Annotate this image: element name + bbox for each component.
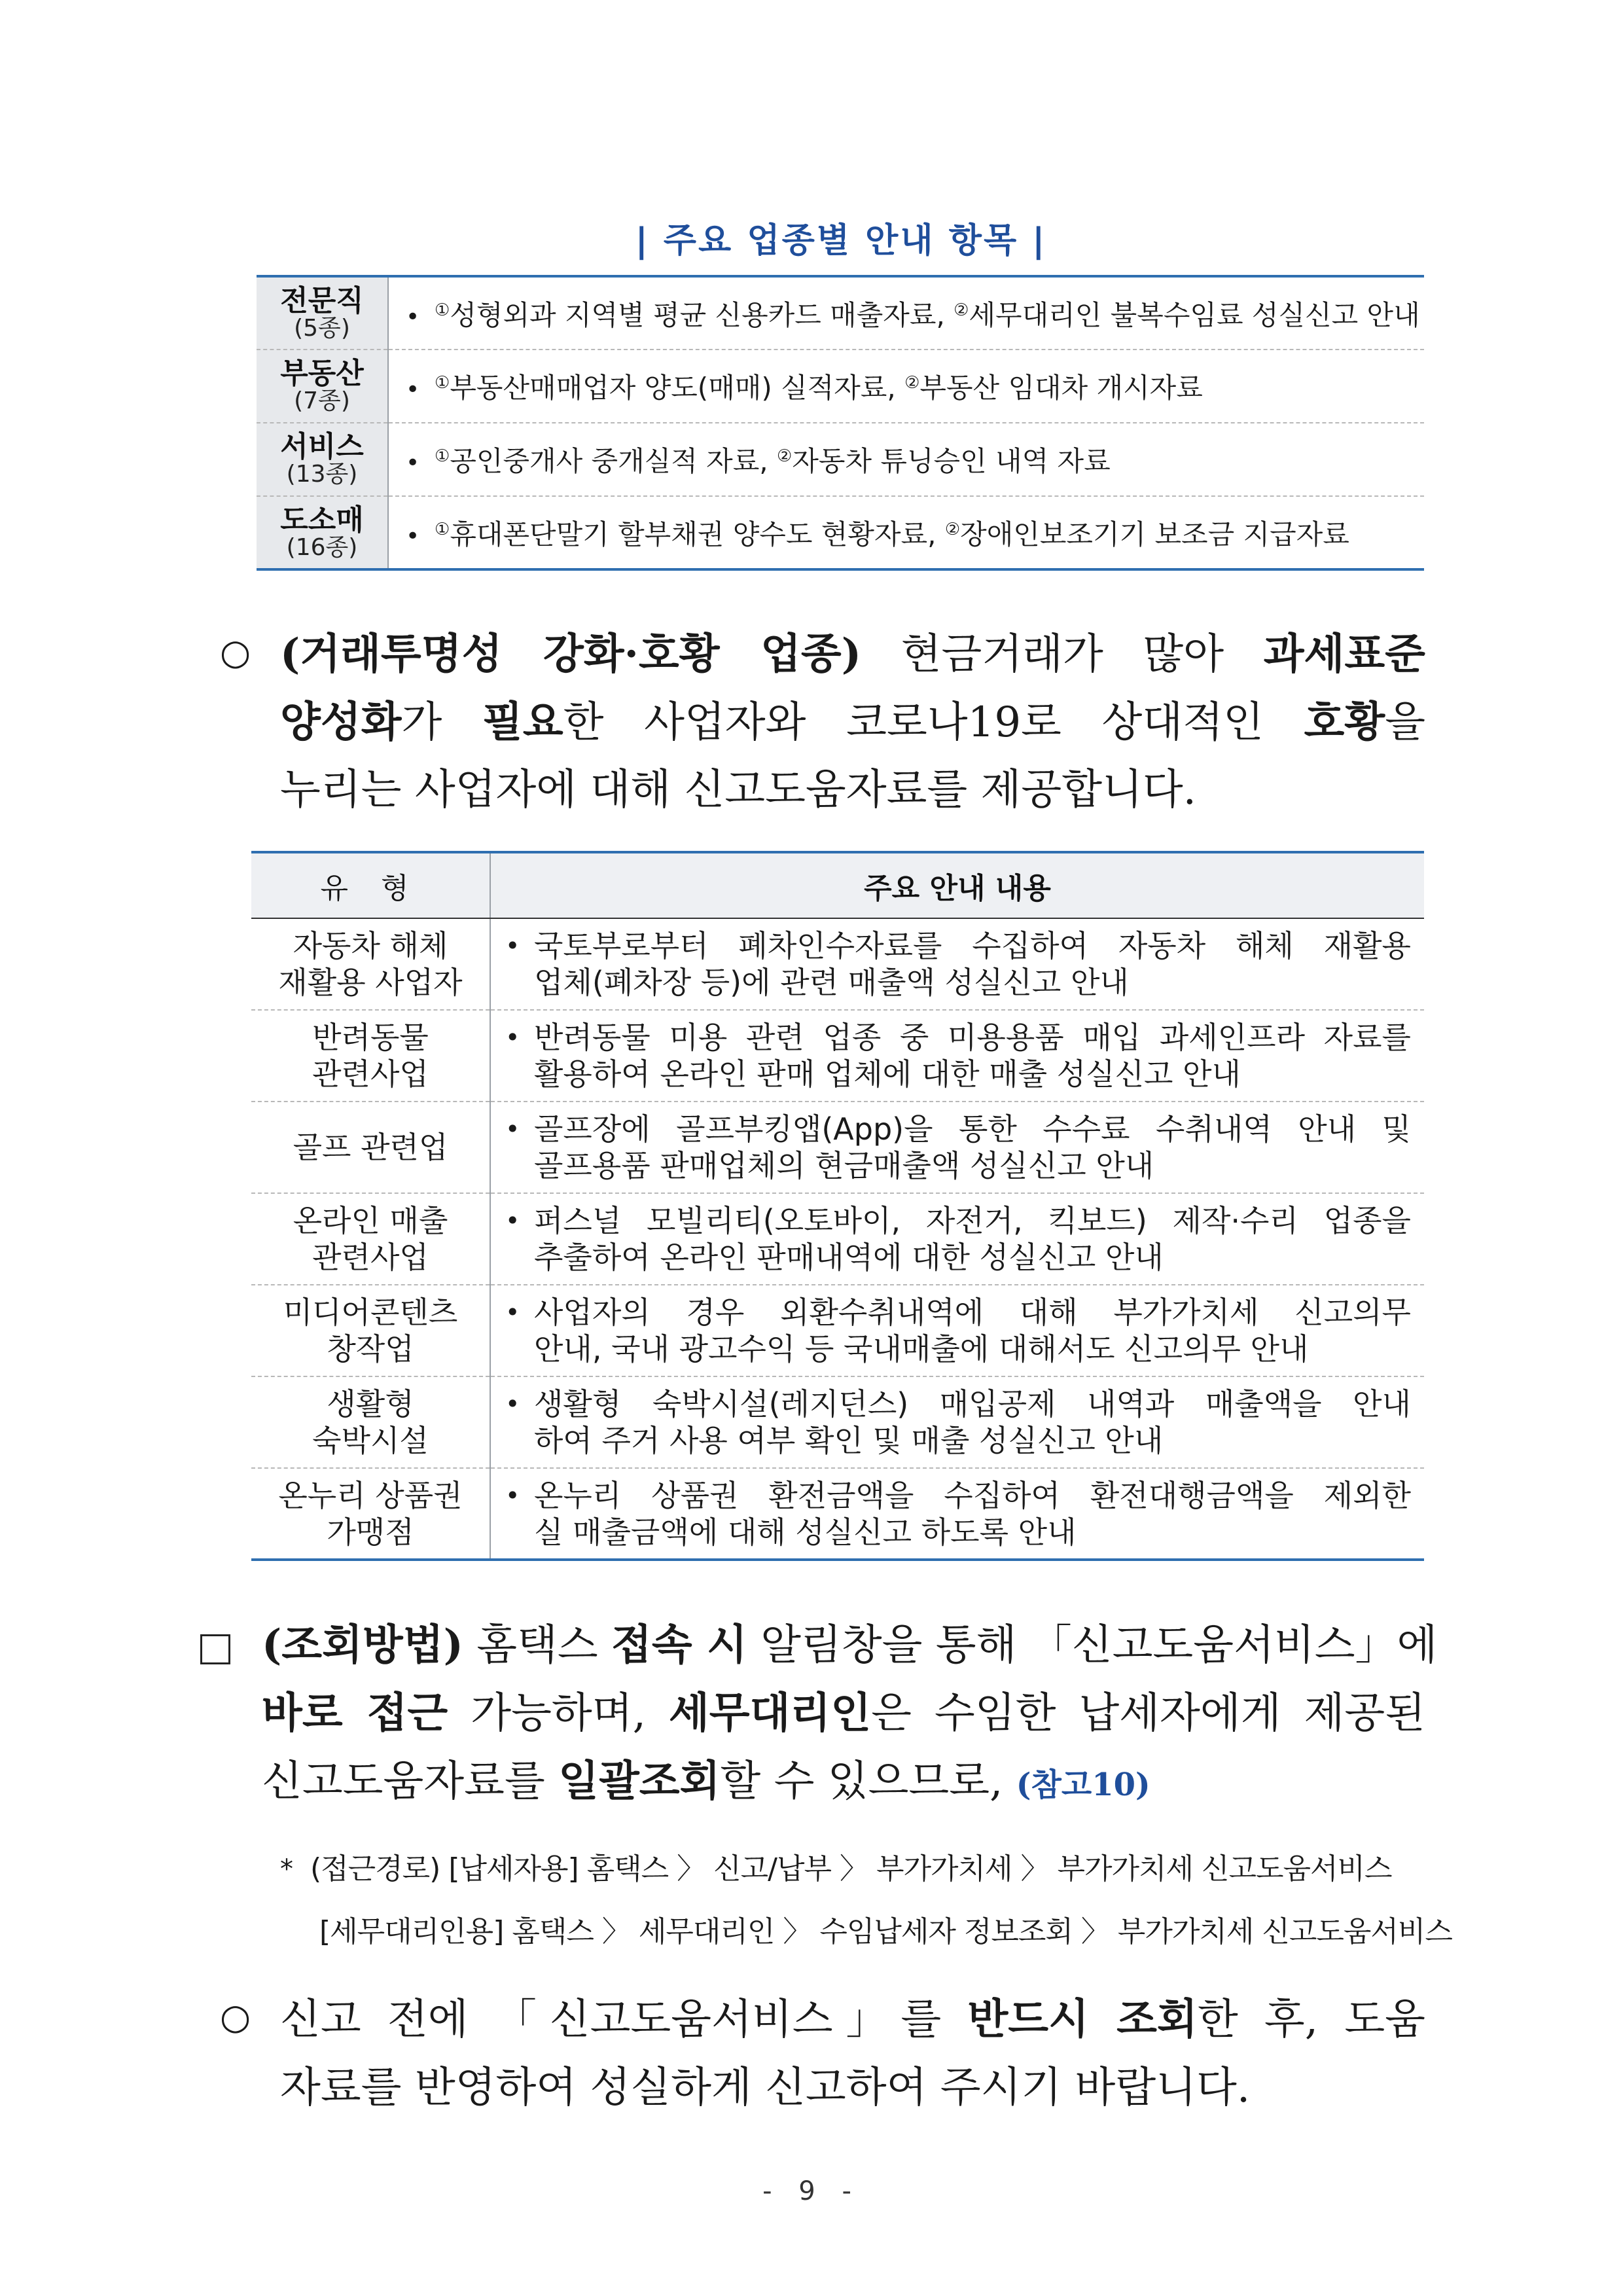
content-cell (490, 918, 1424, 1010)
number-marker: ② (954, 300, 969, 320)
type-line: 숙박시설 (312, 1423, 429, 1458)
square-bullet-icon (200, 1634, 230, 1664)
bullet-icon: • (505, 1023, 520, 1052)
content-line: 업체(폐차장 등)에 관련 매출액 성실신고 안내 (534, 965, 1129, 1000)
emphasis-text: 반드시 조회 (967, 1995, 1198, 2044)
number-marker: ② (904, 373, 920, 393)
type-cell (251, 1193, 490, 1285)
table-row (251, 1193, 1424, 1285)
type-cell (251, 1102, 490, 1193)
category-description (388, 423, 1424, 496)
content-line: 생활형 숙박시설(레지던스) 매입공제 내역과 매출액을 안내 (534, 1386, 1411, 1422)
content-line: 추출하여 온라인 판매내역에 대한 성실신고 안내 (534, 1240, 1164, 1275)
item-text: 부동산매매업자 양도(매매) 실적자료, (450, 372, 896, 404)
content-line: 골프장에 골프부킹앱(App)을 통한 수수료 수취내역 안내 및 (534, 1111, 1411, 1147)
number-marker: ① (435, 300, 450, 320)
content-line: 실 매출금액에 대해 성실신고 하도록 안내 (534, 1514, 1077, 1550)
table-row (251, 1376, 1424, 1468)
paragraph-line (280, 620, 1425, 689)
paragraph-line (262, 1748, 1425, 1819)
item-text: 장애인보조기기 보조금 지급자료 (960, 518, 1349, 550)
type-line: 반려동물 (312, 1020, 429, 1055)
bullet-icon: • (406, 303, 420, 331)
category-count: (7종) (294, 387, 350, 415)
table-row (257, 350, 1424, 423)
text: 현금거래가 많아 (861, 630, 1264, 679)
type-line: 관련사업 (312, 1240, 429, 1275)
access-path-note (280, 1838, 1452, 1964)
type-line: 창작업 (327, 1331, 414, 1367)
text: 신고 전에 「신고도움서비스」를 (280, 1996, 968, 2044)
content-line: 퍼스널 모빌리티(오토바이, 자전거, 킥보드) 제작·수리 업종을 (534, 1203, 1411, 1238)
type-line: 가맹점 (327, 1514, 414, 1550)
emphasis-text: (조회방법) (262, 1621, 463, 1670)
category-count: (16종) (286, 533, 358, 561)
asterisk-icon: * (280, 1854, 293, 1884)
item-text: 세무대리인 불복수임료 성실신고 안내 (969, 298, 1420, 331)
category-name: 부동산 (280, 357, 364, 390)
bullet-icon: • (406, 376, 420, 403)
category-count: (13종) (286, 461, 358, 488)
type-line: 온누리 상품권 (278, 1477, 463, 1513)
type-cell (251, 1468, 490, 1560)
category-name: 서비스 (280, 430, 364, 463)
paragraph-line: 누리는 사업자에 대해 신고도움자료를 제공합니다. (280, 766, 1197, 814)
type-line: 온라인 매출 (293, 1203, 448, 1238)
bullet-icon: • (406, 450, 420, 476)
category-description (388, 350, 1424, 423)
item-text: 부동산 임대차 개시자료 (919, 372, 1203, 404)
circle-bullet-icon: ○ (220, 632, 251, 673)
table-row (251, 918, 1424, 1010)
content-line: 국토부로부터 폐차인수자료를 수집하여 자동차 해체 재활용 (534, 928, 1411, 963)
circle-bullet-icon: ○ (220, 1996, 251, 2037)
paragraph-lookup-method (262, 1611, 1438, 1819)
text: 한 사업자와 코로나19로 상대적인 (563, 698, 1304, 747)
category-count: (5종) (294, 314, 350, 342)
paragraph-growth-industries (280, 620, 1425, 824)
category-description (388, 496, 1424, 569)
emphasis-text: 과세표준 (1263, 630, 1425, 679)
table-row (251, 1285, 1424, 1376)
emphasis-text: 바로 접근 (262, 1689, 448, 1738)
item-text: 공인중개사 중개실적 자료, (450, 445, 768, 477)
content-cell (490, 1010, 1424, 1102)
emphasis-text: 세무대리인 (668, 1689, 872, 1738)
paragraph-line (262, 1679, 1425, 1748)
content-cell (490, 1468, 1424, 1560)
category-cell (257, 350, 388, 423)
access-path-taxpayer: (접근경로) [납세자용] 홈택스 〉 신고/납부 〉 부가가치세 〉 부가가치세 신고도움서비스 (310, 1852, 1392, 1886)
table-row (251, 1102, 1424, 1193)
paragraph-closing (280, 1986, 1425, 2122)
content-line: 활용하여 온라인 판매 업체에 대한 매출 성실신고 안내 (534, 1056, 1241, 1092)
text: 한 후, 도움 (1197, 1996, 1425, 2044)
bullet-icon: • (505, 1390, 520, 1418)
content-line: 온누리 상품권 환전금액을 수집하여 환전대행금액을 제외한 (534, 1477, 1411, 1513)
paragraph-line (262, 1611, 1438, 1679)
text: 가능하며, (448, 1689, 669, 1738)
category-name: 도소매 (280, 503, 364, 537)
paragraph-line: 자료를 반영하여 성실하게 신고하여 주시기 바랍니다. (280, 2064, 1251, 2112)
reference-link: (참고10) (1016, 1767, 1150, 1803)
type-cell (251, 1285, 490, 1376)
bullet-icon: • (505, 931, 520, 960)
table-row (251, 1468, 1424, 1560)
table-header-row (251, 852, 1424, 918)
category-cell (257, 423, 388, 496)
text: 신고도움자료를 (262, 1757, 559, 1806)
type-line: 골프 관련업 (293, 1130, 448, 1165)
text: 은 수임한 납세자에게 제공된 (871, 1689, 1426, 1738)
number-marker: ① (435, 373, 450, 393)
access-path-agent: [세무대리인용] 홈택스 〉 세무대리인 〉 수임납세자 정보조회 〉 부가가치세 신고도움서비스 (319, 1915, 1452, 1948)
table-row (257, 496, 1424, 569)
industry-guide-table (257, 275, 1424, 571)
content-line: 골프용품 판매업체의 현금매출액 성실신고 안내 (534, 1148, 1154, 1183)
table-row (257, 276, 1424, 350)
category-name: 전문직 (280, 283, 364, 317)
bullet-icon: • (505, 1480, 520, 1510)
content-cell (490, 1376, 1424, 1468)
content-cell (490, 1193, 1424, 1285)
text: 가 (401, 698, 482, 747)
content-line: 사업자의 경우 외환수취내역에 대해 부가가치세 신고의무 (534, 1295, 1411, 1330)
number-marker: ① (435, 446, 450, 466)
item-text: 성형외과 지역별 평균 신용카드 매출자료, (450, 298, 945, 331)
text: 할 수 있으므로, (720, 1757, 1016, 1806)
bullet-icon: • (505, 1206, 520, 1235)
type-cell (251, 1010, 490, 1102)
item-text: 휴대폰단말기 할부채권 양수도 현황자료, (450, 518, 936, 550)
text: 을 (1385, 698, 1426, 747)
type-cell (251, 918, 490, 1010)
type-line: 재활용 사업자 (278, 965, 463, 1000)
paragraph-line (280, 689, 1425, 757)
paragraph-line (280, 1986, 1425, 2054)
section-title: | 주요 업종별 안내 항목 | (635, 221, 1047, 260)
content-line: 하여 주거 사용 여부 확인 및 매출 성실신고 안내 (534, 1423, 1164, 1458)
bullet-icon: • (505, 1115, 520, 1143)
type-line: 관련사업 (312, 1056, 429, 1092)
text: 알림창을 통해 「신고도움서비스」에 (747, 1621, 1438, 1670)
item-text: 자동차 튜닝승인 내역 자료 (792, 445, 1111, 477)
page-number: - 9 - (762, 2176, 861, 2206)
type-cell (251, 1376, 490, 1468)
emphasis-text: 호황 (1304, 698, 1385, 747)
type-line: 미디어콘텐츠 (283, 1295, 458, 1330)
column-header-type: 유 형 (251, 852, 490, 918)
content-cell (490, 1285, 1424, 1376)
number-marker: ① (435, 519, 450, 539)
column-header-content: 주요 안내 내용 (490, 852, 1424, 918)
emphasis-text: 양성화 (280, 698, 402, 747)
bullet-icon: • (406, 522, 420, 550)
table-row (257, 423, 1424, 496)
bullet-icon: • (505, 1298, 520, 1327)
category-cell (257, 276, 388, 350)
number-marker: ② (944, 519, 961, 539)
content-line: 반려동물 미용 관련 업종 중 미용용품 매입 과세인프라 자료를 (534, 1020, 1411, 1055)
emphasis-text: 필요 (482, 698, 563, 747)
category-cell (257, 496, 388, 569)
table-row (251, 1010, 1424, 1102)
type-line: 자동차 해체 (293, 928, 448, 963)
category-description (388, 276, 1424, 350)
text: 홈택스 (463, 1621, 612, 1670)
content-cell (490, 1102, 1424, 1193)
industry-type-table (251, 851, 1424, 1561)
emphasis-text: 접속 시 (611, 1621, 747, 1670)
type-line: 생활형 (327, 1386, 414, 1422)
emphasis-text: (거래투명성 강화·호황 업종) (280, 630, 862, 679)
number-marker: ② (777, 446, 793, 466)
content-line: 안내, 국내 광고수익 등 국내매출에 대해서도 신고의무 안내 (534, 1331, 1309, 1367)
emphasis-text: 일괄조회 (558, 1757, 721, 1806)
